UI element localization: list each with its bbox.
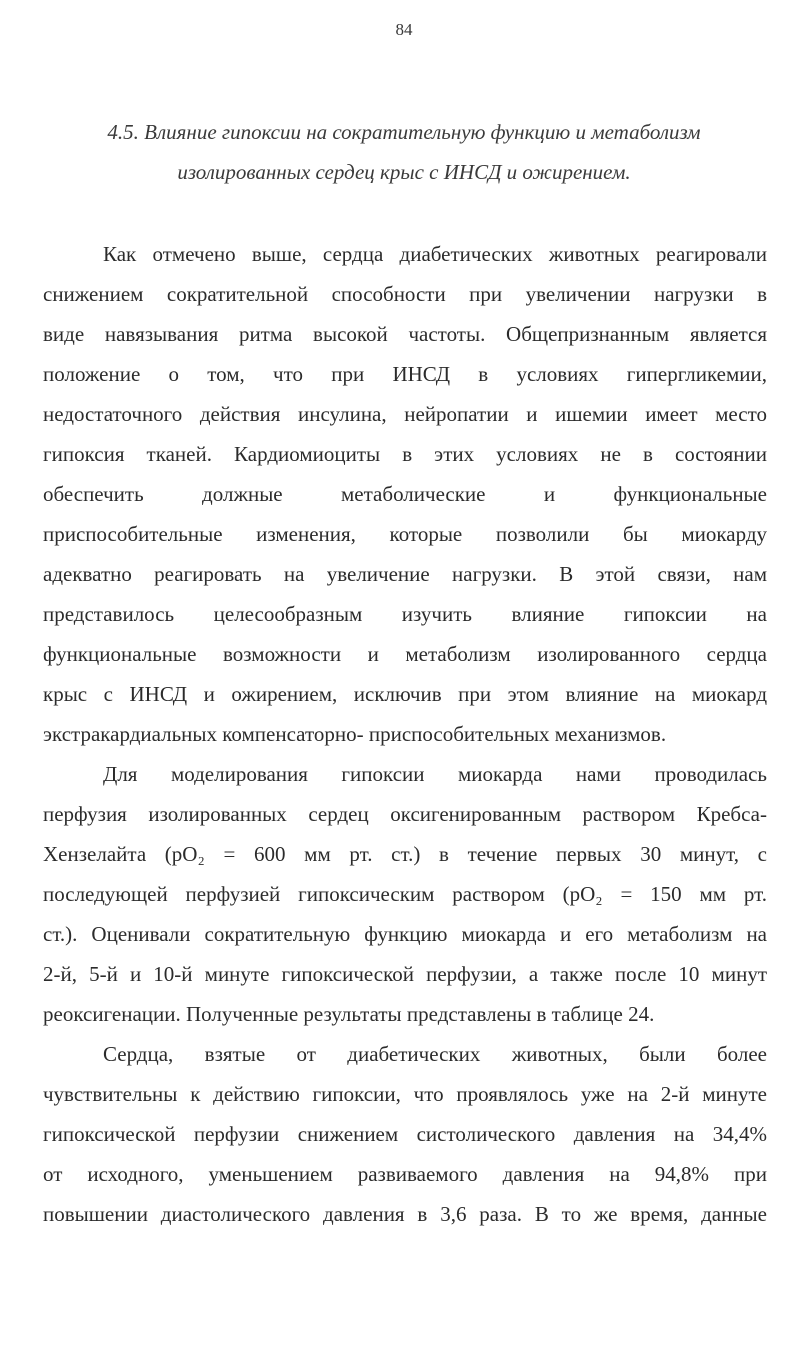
paragraph-line: положение о том, что при ИНСД в условиях гипергликемии,: [43, 362, 767, 386]
paragraph-line: последующей перфузией гипоксическим раствором (pO₂ = 150 мм рт.: [43, 882, 767, 906]
paragraph-line: снижением сократительной способности при увеличении нагрузки в: [43, 282, 767, 306]
section-heading-line-1: 4.5. Влияние гипоксии на сократительную функцию и метаболизм: [107, 120, 701, 144]
paragraph-line: недостаточного действия инсулина, нейропатии и ишемии имеет место: [43, 402, 767, 426]
paragraph-line: ст.). Оценивали сократительную функцию миокарда и его метаболизм на: [43, 922, 767, 946]
paragraph-line: Как отмечено выше, сердца диабетических животных реагировали: [103, 242, 767, 266]
paragraph-line: реоксигенации. Полученные результаты представлены в таблице 24.: [43, 1002, 655, 1026]
paragraph-line: гипоксической перфузии снижением систолического давления на 34,4%: [43, 1122, 767, 1146]
paragraph-line: чувствительны к действию гипоксии, что проявлялось уже на 2-й минуте: [43, 1082, 767, 1106]
paragraph-line: экстракардиальных компенсаторно- приспособительных механизмов.: [43, 722, 667, 746]
paragraph-line: от исходного, уменьшением развиваемого давления на 94,8% при: [43, 1162, 767, 1186]
paragraph-line: представилось целесообразным изучить влияние гипоксии на: [43, 602, 767, 626]
paragraph-line: адекватно реагировать на увеличение нагрузки. В этой связи, нам: [43, 562, 767, 586]
paragraph-line: крыс с ИНСД и ожирением, исключив при этом влияние на миокард: [43, 682, 767, 706]
paragraph-line: Хензелайта (pO₂ = 600 мм рт. ст.) в течение первых 30 минут, с: [43, 842, 767, 866]
page-number: 84: [395, 20, 413, 39]
paragraph-line: обеспечить должные метаболические и функциональные: [43, 482, 767, 506]
paragraph-line: функциональные возможности и метаболизм изолированного сердца: [43, 642, 767, 666]
paragraph-line: приспособительные изменения, которые позволили бы миокарду: [43, 522, 767, 546]
paragraph-line: гипоксия тканей. Кардиомиоциты в этих условиях не в состоянии: [43, 442, 767, 466]
paragraph-line: Для моделирования гипоксии миокарда нами проводилась: [103, 762, 767, 786]
paragraph-line: повышении диастолического давления в 3,6 раза. В то же время, данные: [43, 1202, 767, 1226]
paragraph-line: виде навязывания ритма высокой частоты. Общепризнанным является: [43, 322, 767, 346]
paragraph-line: 2-й, 5-й и 10-й минуте гипоксической перфузии, а также после 10 минут: [43, 962, 767, 986]
paragraph-line: перфузия изолированных сердец оксигенированным раствором Кребса-: [43, 802, 767, 826]
paragraph-line: Сердца, взятые от диабетических животных, были более: [103, 1042, 767, 1066]
section-heading-line-2: изолированных сердец крыс с ИНСД и ожирением.: [177, 160, 631, 184]
